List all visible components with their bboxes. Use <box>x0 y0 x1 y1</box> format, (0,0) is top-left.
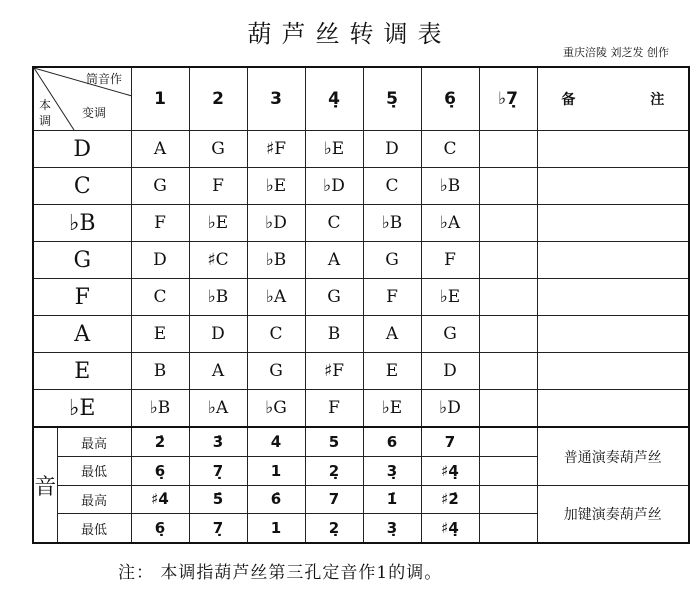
note-cell: ♭D <box>247 205 305 242</box>
note-cell: C <box>131 279 189 316</box>
range-cell <box>479 427 537 456</box>
note-cell: C <box>421 131 479 168</box>
range-cell: 7 <box>305 485 363 513</box>
range-cell: ♯2̇ <box>421 485 479 513</box>
range-cell: ♯4̣ <box>421 457 479 485</box>
key-cell: F <box>33 279 131 316</box>
remarks-header-right: 注 <box>650 92 665 108</box>
note-cell: D <box>363 131 421 168</box>
note-cell <box>479 168 537 205</box>
range-cell: 1 <box>247 457 305 485</box>
range-cell: 2̣ <box>305 514 363 543</box>
range-cell: 1 <box>247 514 305 543</box>
corner-label-top: 筒音作 <box>86 72 123 86</box>
remark-cell <box>537 131 689 168</box>
range-cell: 7̣ <box>189 514 247 543</box>
note-cell: ♯F <box>247 131 305 168</box>
range-cell: 5̇ <box>189 485 247 513</box>
range-cell: ♯4̇ <box>131 485 189 513</box>
footnote: 注： 本调指葫芦丝第三孔定音作1的调。 <box>118 563 443 583</box>
range-cell: 3̣ <box>363 514 421 543</box>
column-header: 5̣ <box>363 67 421 131</box>
note-cell: C <box>247 316 305 353</box>
range-cell: 6̣ <box>131 457 189 485</box>
remark-cell <box>537 390 689 428</box>
range-section-label: 音 <box>33 427 57 543</box>
note-cell: ♭E <box>247 168 305 205</box>
key-cell: E <box>33 353 131 390</box>
key-cell: ♭E <box>33 390 131 428</box>
note-cell: F <box>305 390 363 428</box>
note-cell: ♭E <box>305 131 363 168</box>
range-label: 最高 <box>57 427 131 456</box>
note-cell: ♭B <box>247 242 305 279</box>
note-cell: G <box>189 131 247 168</box>
range-cell: 3̣ <box>363 457 421 485</box>
range-cell: 7 <box>421 427 479 456</box>
note-cell: G <box>421 316 479 353</box>
author-credit: 重庆涪陵 刘芝发 创作 <box>563 46 669 59</box>
note-cell: D <box>421 353 479 390</box>
note-cell: F <box>421 242 479 279</box>
note-cell <box>479 242 537 279</box>
remarks-header-left: 备 <box>561 92 576 108</box>
key-cell: A <box>33 316 131 353</box>
range-cell: 7̣ <box>189 457 247 485</box>
range-cell: 3̇ <box>189 427 247 456</box>
range-label: 最低 <box>57 457 131 485</box>
note-cell: B <box>131 353 189 390</box>
range-label: 最高 <box>57 485 131 513</box>
column-header: 3 <box>247 67 305 131</box>
header-row <box>33 67 689 131</box>
note-cell: F <box>189 168 247 205</box>
key-cell: D <box>33 131 131 168</box>
note-cell: C <box>305 205 363 242</box>
range-label: 最低 <box>57 514 131 543</box>
note-cell: ♭D <box>305 168 363 205</box>
range-cell: 6 <box>363 427 421 456</box>
note-cell: A <box>131 131 189 168</box>
note-cell: A <box>189 353 247 390</box>
note-cell: B <box>305 316 363 353</box>
column-header: ♭7̣ <box>479 67 537 131</box>
range-cell: 2̇ <box>131 427 189 456</box>
note-cell: G <box>363 242 421 279</box>
remark-cell <box>537 242 689 279</box>
range-cell <box>479 485 537 513</box>
table-row <box>33 390 689 428</box>
note-cell: ♭A <box>421 205 479 242</box>
note-cell: A <box>363 316 421 353</box>
transposition-table <box>32 66 690 544</box>
note-cell: ♭E <box>421 279 479 316</box>
page-title: 葫芦丝转调表 <box>247 20 452 48</box>
range-cell <box>479 457 537 485</box>
range-cell: 1̇ <box>363 485 421 513</box>
note-cell: ♯F <box>305 353 363 390</box>
remark-cell <box>537 168 689 205</box>
note-cell: D <box>189 316 247 353</box>
note-cell <box>479 131 537 168</box>
key-cell: C <box>33 168 131 205</box>
range-remark: 加键演奏葫芦丝 <box>537 485 689 543</box>
note-cell: C <box>363 168 421 205</box>
note-cell: ♭B <box>363 205 421 242</box>
note-cell: ♭A <box>247 279 305 316</box>
note-cell: ♭E <box>189 205 247 242</box>
remark-cell <box>537 279 689 316</box>
note-cell <box>479 316 537 353</box>
note-cell <box>479 390 537 428</box>
corner-header-cell <box>33 67 131 131</box>
key-cell: ♭B <box>33 205 131 242</box>
column-header: 4̣ <box>305 67 363 131</box>
table-row <box>33 168 689 205</box>
range-row <box>33 485 689 513</box>
range-row <box>33 427 689 456</box>
table-row <box>33 205 689 242</box>
corner-label-bottom1: 本 <box>39 98 52 112</box>
note-cell: ♭A <box>189 390 247 428</box>
note-cell: ♭D <box>421 390 479 428</box>
range-cell: 2̣ <box>305 457 363 485</box>
remark-cell <box>537 353 689 390</box>
note-cell: ♯C <box>189 242 247 279</box>
remarks-header <box>537 67 689 131</box>
range-cell: ♯4̣ <box>421 514 479 543</box>
note-cell: E <box>131 316 189 353</box>
note-cell <box>479 353 537 390</box>
note-cell: D <box>131 242 189 279</box>
note-cell: ♭G <box>247 390 305 428</box>
note-cell: ♭B <box>421 168 479 205</box>
note-cell: ♭E <box>363 390 421 428</box>
note-cell: F <box>131 205 189 242</box>
note-cell: G <box>305 279 363 316</box>
note-cell: F <box>363 279 421 316</box>
range-cell: 5 <box>305 427 363 456</box>
corner-label-middle: 变调 <box>82 106 107 120</box>
column-header: 1 <box>131 67 189 131</box>
note-cell: ♭B <box>189 279 247 316</box>
corner-label-bottom2: 调 <box>39 114 52 128</box>
note-cell: A <box>305 242 363 279</box>
table-row <box>33 279 689 316</box>
table-row <box>33 316 689 353</box>
note-cell: G <box>247 353 305 390</box>
note-cell: ♭B <box>131 390 189 428</box>
range-cell: 6̇ <box>247 485 305 513</box>
note-cell: G <box>131 168 189 205</box>
range-cell: 4̇ <box>247 427 305 456</box>
key-cell: G <box>33 242 131 279</box>
table-row <box>33 131 689 168</box>
table-row <box>33 242 689 279</box>
table-row <box>33 353 689 390</box>
note-cell <box>479 205 537 242</box>
column-header: 2 <box>189 67 247 131</box>
note-cell: E <box>363 353 421 390</box>
range-cell <box>479 514 537 543</box>
note-cell <box>479 279 537 316</box>
column-header: 6̣ <box>421 67 479 131</box>
remark-cell <box>537 316 689 353</box>
range-remark: 普通演奏葫芦丝 <box>537 427 689 485</box>
remark-cell <box>537 205 689 242</box>
range-cell: 6̣ <box>131 514 189 543</box>
